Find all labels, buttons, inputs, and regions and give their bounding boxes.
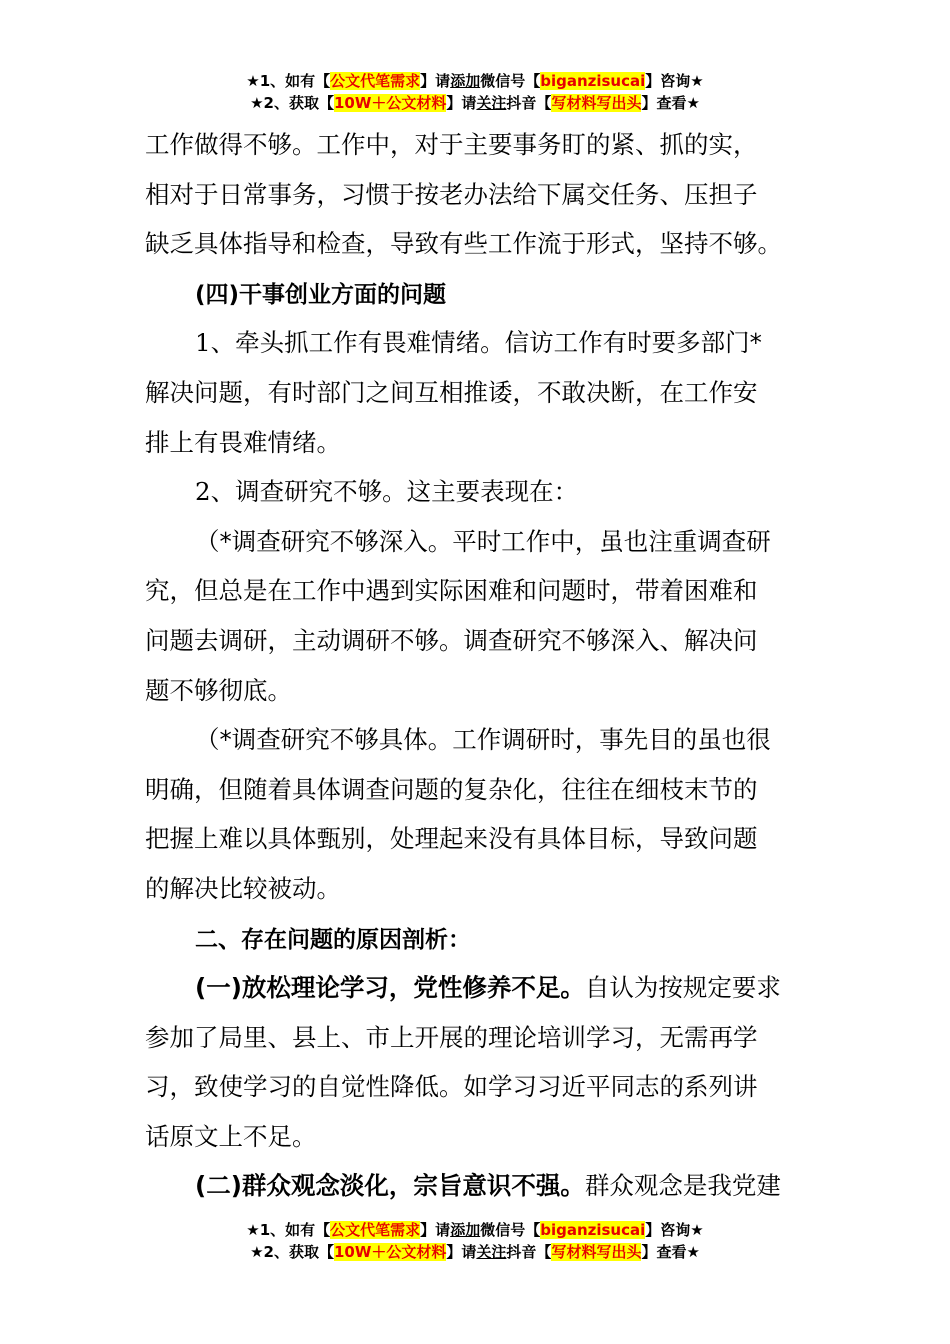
text-line: 习，致使学习的自觉性降低。如学习习近平同志的系列讲	[145, 1072, 758, 1102]
text-line: 究，但总是在工作中遇到实际困难和问题时，带着困难和	[145, 576, 758, 606]
promo-wechat-id: biganzisucai	[540, 72, 646, 90]
paragraph-line: (二)群众观念淡化，宗旨意识不强。群众观念是我党建	[195, 1171, 781, 1201]
text-line: 参加了局里、县上、市上开展的理论培训学习，无需再学	[145, 1022, 758, 1052]
section-heading: (四)干事创业方面的问题	[195, 281, 447, 308]
paragraph-line: （*调查研究不够具体。工作调研时，事先目的虽也很	[195, 725, 771, 755]
text-line: 的解决比较被动。	[145, 873, 341, 903]
promo-wechat-id: biganzisucai	[540, 1221, 646, 1239]
promo-highlight: 写材料写出头	[551, 94, 642, 112]
section-heading: 二、存在问题的原因剖析：	[195, 926, 471, 953]
promo-line-2: ★2、获取【10W＋公文材料】请关注抖音【写材料写出头】查看★	[250, 94, 700, 112]
text-line: 题不够彻底。	[145, 675, 292, 705]
promo-banner-top	[0, 70, 950, 114]
paragraph-line: 2、调查研究不够。这主要表现在：	[195, 477, 579, 507]
text-line: 缺乏具体指导和检查，导致有些工作流于形式，坚持不够。	[145, 229, 782, 259]
text-line: 工作做得不够。工作中，对于主要事务盯的紧、抓的实，	[145, 130, 758, 159]
promo-highlight: 10W＋公文材料	[333, 1243, 447, 1261]
text-line: 问题去调研，主动调研不够。调查研究不够深入、解决问	[145, 625, 758, 655]
paragraph-line: (一)放松理论学习，党性修养不足。自认为按规定要求	[195, 973, 781, 1003]
text-line: 话原文上不足。	[145, 1121, 317, 1151]
text-line: 排上有畏难情绪。	[145, 427, 341, 457]
text-line: 明确，但随着具体调查问题的复杂化，往往在细枝末节的	[145, 774, 758, 804]
promo-line-1: ★1、如有【公文代笔需求】请添加微信号【biganzisucai】咨询★	[246, 72, 704, 90]
promo-highlight: 10W＋公文材料	[333, 94, 447, 112]
promo-line-2: ★2、获取【10W＋公文材料】请关注抖音【写材料写出头】查看★	[250, 1243, 700, 1261]
text-line: 解决问题，有时部门之间互相推诿，不敢决断，在工作安	[145, 377, 758, 407]
promo-highlight: 公文代笔需求	[330, 72, 421, 90]
promo-highlight: 公文代笔需求	[330, 1221, 421, 1239]
text-line: 相对于日常事务，习惯于按老办法给下属交任务、压担子	[145, 179, 758, 209]
paragraph-line: （*调查研究不够深入。平时工作中，虽也注重调查研	[195, 526, 771, 556]
paragraph-line: 1、牵头抓工作有畏难情绪。信访工作有时要多部门*	[195, 328, 762, 358]
document-body	[145, 120, 810, 1211]
promo-banner-bottom	[0, 1219, 950, 1263]
promo-line-1: ★1、如有【公文代笔需求】请添加微信号【biganzisucai】咨询★	[246, 1221, 704, 1239]
text-line: 把握上难以具体甄别，处理起来没有具体目标，导致问题	[145, 824, 758, 854]
promo-highlight: 写材料写出头	[551, 1243, 642, 1261]
